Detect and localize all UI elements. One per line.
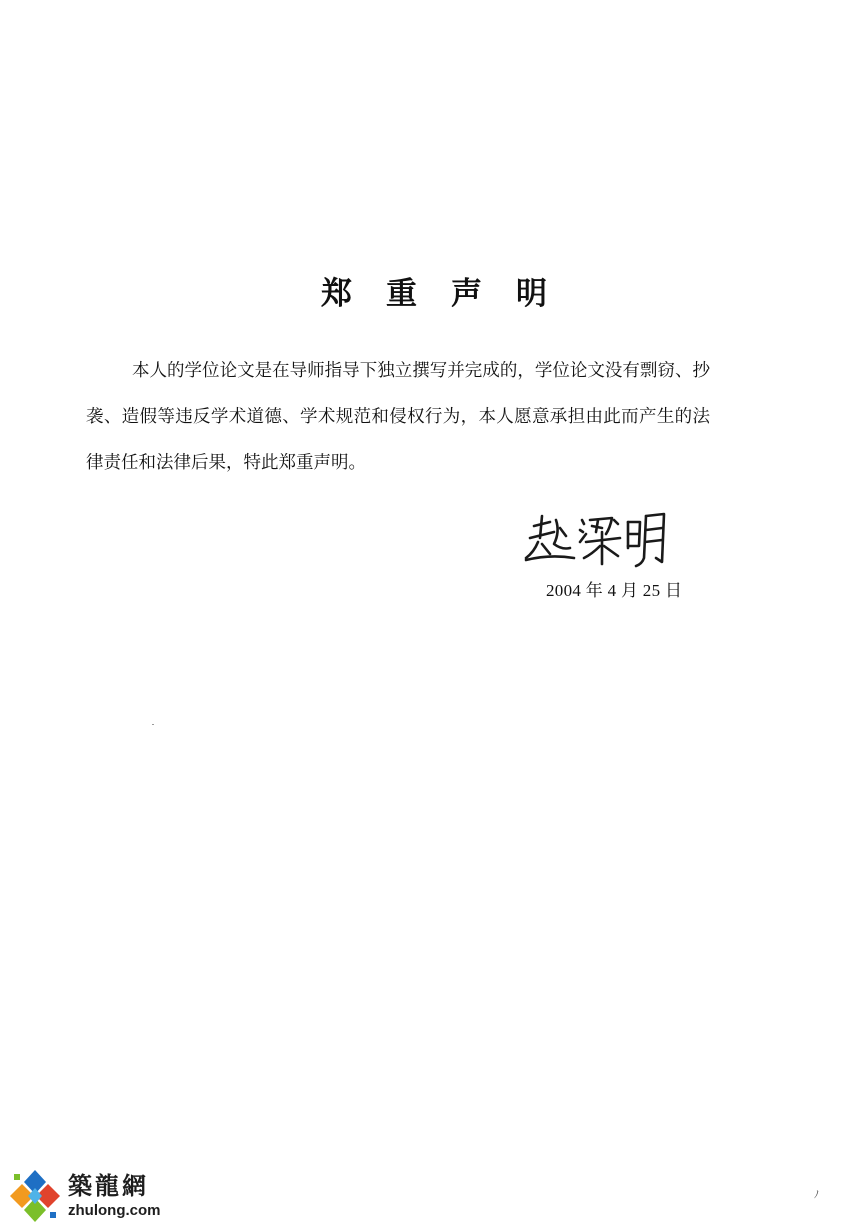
watermark-name: 築龍網 [68,1172,149,1200]
zhulong-logo-icon [6,1168,64,1224]
signature-drawing [520,508,670,572]
statement-date: 2004 年 4 月 25 日 [546,581,683,600]
page-title: 郑重声明 [321,276,581,312]
scan-speck [152,724,154,725]
scan-corner-mark: ﾉ [814,1190,819,1201]
watermark [6,1168,176,1224]
statement-body: 本人的学位论文是在导师指导下独立撰写并完成的，学位论文没有剽窃、抄袭、造假等违反学术道德、学术规范和侵权行为，本人愿意承担由此而产生的法律责任和法律后果，特此郑重声明。 [86,361,710,473]
watermark-url: zhulong.com [68,1202,161,1219]
handwritten-signature [520,508,670,572]
